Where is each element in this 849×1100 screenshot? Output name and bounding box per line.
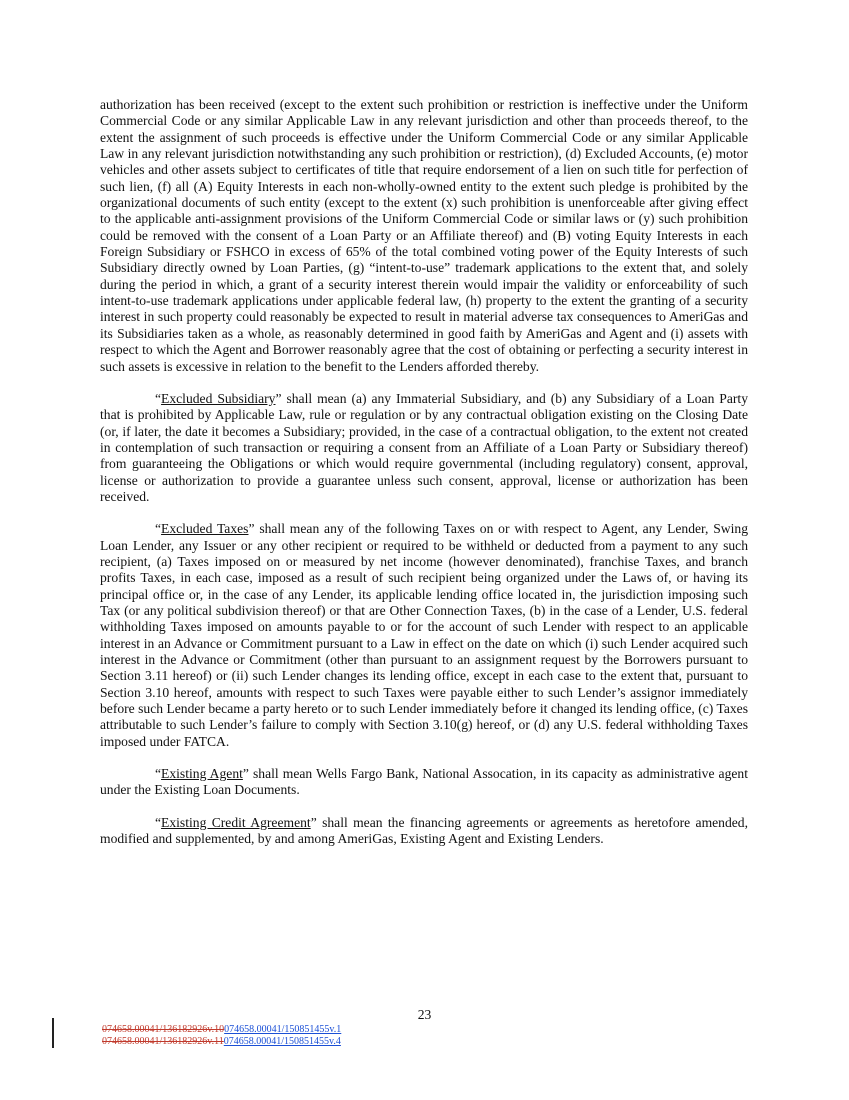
definition-text: ” shall mean the financing agreements or agreements as heretofore amended, modified and supplemented, by and among AmeriGas, Existing Agent and Existing Lenders.: [100, 814, 749, 847]
defined-term: Existing Credit Agreement: [161, 814, 311, 830]
open-quote: “: [155, 814, 162, 830]
document-body: [100, 97, 748, 847]
document-footer: [102, 1024, 341, 1048]
paragraph-excluded-assets-continued: [100, 97, 748, 375]
paragraph-text: authorization has been received (except to the extent such prohibition or restriction is ineffective under the Uniform Commercial Code or any similar Applicable Law in any relevant jurisdiction and other than proceeds thereof, to the extent the assignment of such proceeds is effective under the Uniform Commercial Code or any similar Applicable Law in any relevant jurisdiction notwithstanding any such prohibition or restriction), (d) Excluded Accounts, (e) motor vehicles and other assets subject to certificates of title that require endorsement of a lien on such title for perfection of such lien, (f) all (A) Equity Interests in each non-wholly-owned entity to the extent such pledge is prohibited by the organizational documents of such entity (except to the extent (x) such prohibition is unenforceable after giving effect to the applicable anti-assignment provisions of the Uniform Commercial Code or similar laws or (y) such prohibition could be removed with the consent of a Loan Party or an Affiliate thereof) and (B) voting Equity Interests in each Foreign Subsidiary or FSHCO in excess of 65% of the total combined voting power of the Equity Interests of such Subsidiary directly owned by Loan Parties, (g) “intent-to-use” trademark applications to the extent that, and solely during the period in which, a grant of a security interest therein would impair the validity or enforceability of such intent-to-use trademark applications under applicable federal law, (h) property to the extent the granting of a security interest in such property could reasonably be expected to result in material adverse tax consequences to AmeriGas and its Subsidiaries taken as a whole, as reasonably determined in good faith by AmeriGas and Agent and (i) assets with respect to which the Agent and Borrower reasonably agree that the cost of obtaining or perfecting a security interest in such assets is excessive in relation to the benefit to the Lenders afforded thereby.: [100, 97, 748, 374]
definition-excluded-subsidiary: [100, 391, 748, 505]
footer-doc-id-line: [102, 1024, 341, 1036]
definition-existing-agent: [100, 766, 748, 799]
defined-term: Excluded Subsidiary: [161, 390, 276, 406]
inserted-doc-id: 074658.00041/150851455v.4: [223, 1036, 341, 1047]
open-quote: “: [155, 390, 162, 406]
revision-change-bar: [52, 1018, 54, 1048]
page-number: 23: [417, 1007, 432, 1022]
open-quote: “: [155, 766, 162, 782]
inserted-doc-id: 074658.00041/150851455v.1: [224, 1024, 342, 1035]
definition-text: ” shall mean Wells Fargo Bank, National Assocation, in its capacity as administrative agent under the Existing Loan Documents.: [100, 766, 748, 798]
definition-text: ” shall mean (a) any Immaterial Subsidiary, and (b) any Subsidiary of a Loan Party that is prohibited by Applicable Law, rule or regulation or by any contractual obligation existing on the Closing Date (or, if later, the date it becomes a Subsidiary; provided, in the case of a contractual obligation, to the extent not created in contemplation of such transaction or requiring a consent from an Affiliate of a Loan Party or Subsidiary thereof) from guaranteeing the Obligations or which would require governmental (including regulatory) consent, approval, license or authorization to provide a guarantee unless such consent, approval, license or authorization has been received.: [100, 390, 749, 504]
definition-text: ” shall mean any of the following Taxes on or with respect to Agent, any Lender, Swing Loan Lender, any Issuer or any other recipient or required to be withheld or deducted from a payment to any such recipient, (a) Taxes imposed on or measured by net income (however denominated), franchise Taxes, and branch profits Taxes, in each case, imposed as a result of such recipient being organized under the Laws of, or having its principal office or, in the case of any Lender, its applicable lending office located in, the jurisdiction imposing such Tax (or any political subdivision thereof) or that are Other Connection Taxes, (b) in the case of a Lender, U.S. federal withholding Taxes imposed on amounts payable to or for the account of such Lender with respect to an applicable interest in an Advance or Commitment pursuant to a Law in effect on the date on which (i) such Lender acquired such interest in the Advance or Commitment (other than pursuant to an assignment request by the Borrowers pursuant to Section 3.11 hereof) or (ii) such Lender changes its lending office, except in each case to the extent that, pursuant to Section 3.10 hereof, amounts with respect to such Taxes were payable either to such Lender’s assignor immediately before such Lender became a party hereto or to such Lender immediately before it changed its lending office, (c) Taxes attributable to such Lender’s failure to comply with Section 3.10(g) hereof, or (d) any U.S. federal withholding Taxes imposed under FATCA.: [100, 521, 748, 749]
footer-doc-id-line: [102, 1036, 341, 1048]
defined-term: Excluded Taxes: [161, 521, 249, 537]
defined-term: Existing Agent: [161, 766, 243, 782]
deleted-doc-id: 074658.00041/136182926v.11: [102, 1036, 224, 1047]
definition-excluded-taxes: [100, 521, 748, 750]
deleted-doc-id: 074658.00041/136182926v.10: [102, 1024, 225, 1035]
open-quote: “: [155, 521, 162, 537]
definition-existing-credit-agreement: [100, 815, 748, 848]
